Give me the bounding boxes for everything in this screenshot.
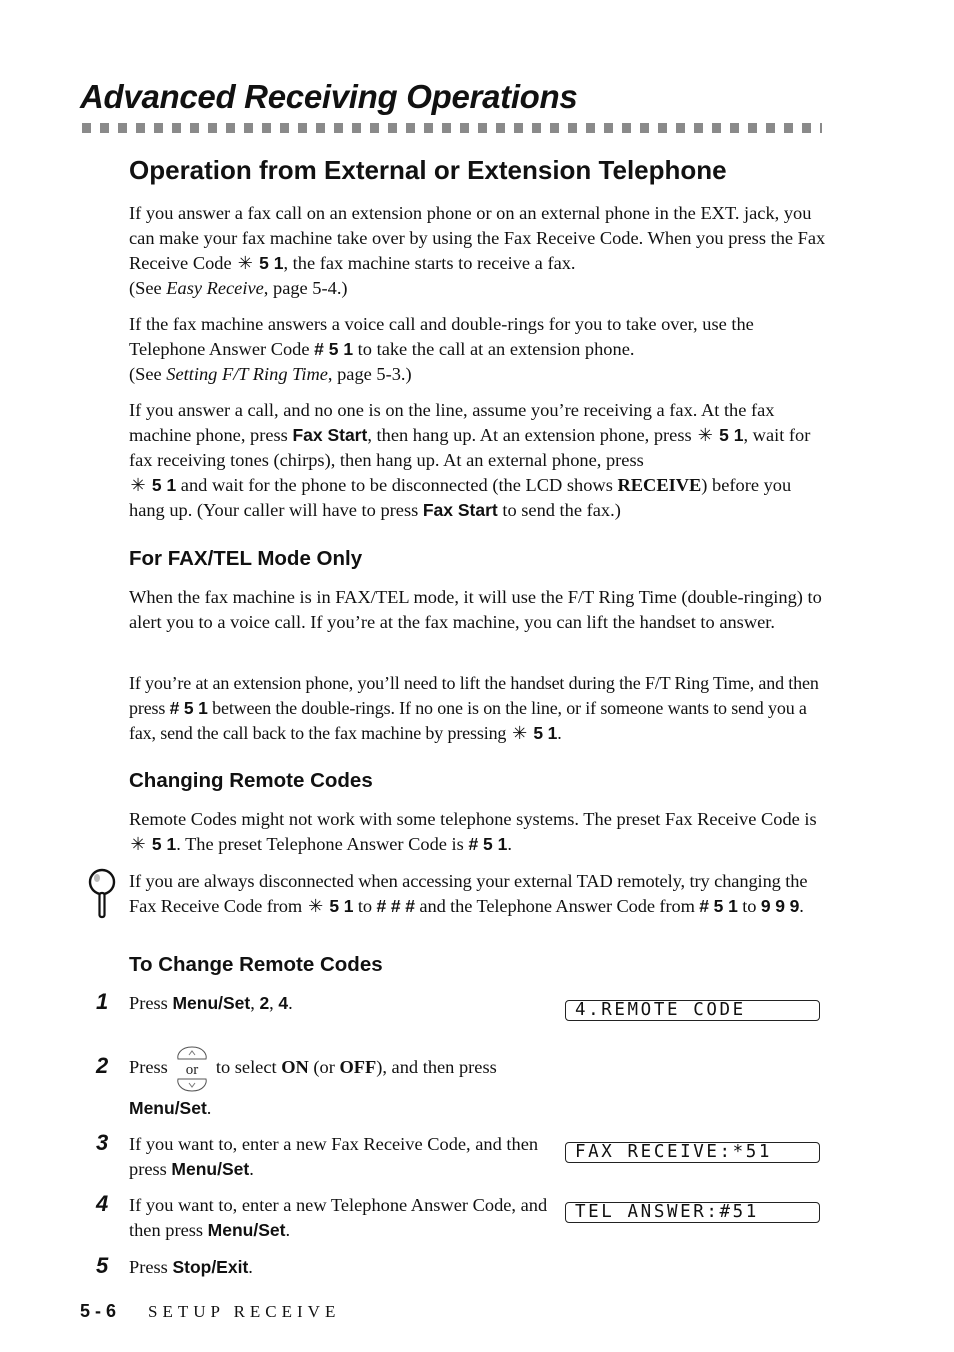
step-number: 5 [96,1253,109,1278]
step-2-text: Press or to select ON (or OFF), and then press [129,1043,549,1093]
section-title: Operation from External or Extension Telephone [129,155,727,185]
lcd-display-fax-receive: FAX RECEIVE:*51 [565,1142,820,1163]
paragraph-fax-tel-mode: When the fax machine is in FAX/TEL mode, it will use the F/T Ring Time (double-ringing) to alert you to a voice call. If you’re at the fax machine, you can lift the handset to answer. [129,587,822,632]
step-number: 4 [96,1191,109,1216]
lcd-display-tel-answer: TEL ANSWER:#51 [565,1202,820,1223]
star-icon: ✳ [512,723,528,743]
subheading-to-change-remote-codes: To Change Remote Codes [129,953,383,976]
lcd-display-remote-code: 4.REMOTE CODE [565,1000,820,1021]
subheading-fax-tel-mode: For FAX/TEL Mode Only [129,547,363,570]
step-1-text: Press Menu/Set, 2, 4. [129,993,293,1013]
tip-note: If you are always disconnected when accessing your external TAD remotely, try changing the Fax Receive Code from ✳ 5 1 to # # # and the Telephone Answer Code from # 5 1 to 9 9 9. [129,869,829,919]
step-number: 1 [96,989,109,1014]
star-icon: ✳ [237,253,253,273]
subheading-changing-remote-codes: Changing Remote Codes [129,769,373,792]
step-2-text-cont: Menu/Set. [129,1098,212,1118]
paragraph-fax-receive-code: If you answer a fax call on an extension phone or on an external phone in the EXT. jack, you can make your fax machine take over by using the Fax Receive Code. When you press the Fax Receive Code ✳ 5 1, the fax machine starts to receive a fax. (See Easy Receive, page 5-4.) [129,203,826,298]
step-number: 2 [96,1053,109,1078]
step-3-text: If you want to, enter a new Fax Receive Code, and then press Menu/Set. [129,1134,539,1179]
star-icon: ✳ [130,834,146,854]
title-dotted-rule [82,123,822,133]
lightbulb-note-icon [87,867,117,919]
step-number: 3 [96,1130,109,1155]
paragraph-telephone-answer-code: If the fax machine answers a voice call and double-rings for you to take over, use the Telephone Answer Code # 5 1 to take the call at an extension phone. (See Setting F/T Ring Time, page 5-3.) [129,314,754,384]
page-title: Advanced Receiving Operations [80,78,578,115]
paragraph-remote-codes: Remote Codes might not work with some telephone systems. The preset Fax Receive Code is ✳ 5 1. The preset Telephone Answer Code is # 5 1. [129,807,829,857]
paragraph-extension-phone: If you’re at an extension phone, you’ll need to lift the handset during the F/T Ring Time, and then press # 5 1 between the double-rings. If no one is on the line, or if someone wants to send you a fax, send the call back to the fax machine by pressing ✳ 5 1. [129,671,829,746]
chapter-label: SETUP RECEIVE [148,1302,341,1321]
step-5-text: Press Stop/Exit. [129,1257,253,1277]
step-4-text: If you want to, enter a new Telephone Answer Code, and then press Menu/Set. [129,1195,548,1240]
svg-text:or: or [185,1061,199,1078]
star-icon: ✳ [130,475,146,495]
star-icon: ✳ [697,425,713,445]
star-icon: ✳ [308,896,324,916]
page-number: 5 - 6 [80,1301,117,1321]
paragraph-no-one-on-line: If you answer a call, and no one is on the line, assume you’re receiving a fax. At the fax machine phone, press Fax Start, then hang up. At an extension phone, press ✳ 5 1, wait for fax receiving tones (chirps), then hang up. At an external phone, press ✳ 5 1 and wait for the phone to be disconnected (the LCD shows RECEIVE) before you hang up. (Your caller will have to press Fax Start to send the fax.) [129,400,811,520]
up-down-nav-key-icon [174,1045,210,1093]
